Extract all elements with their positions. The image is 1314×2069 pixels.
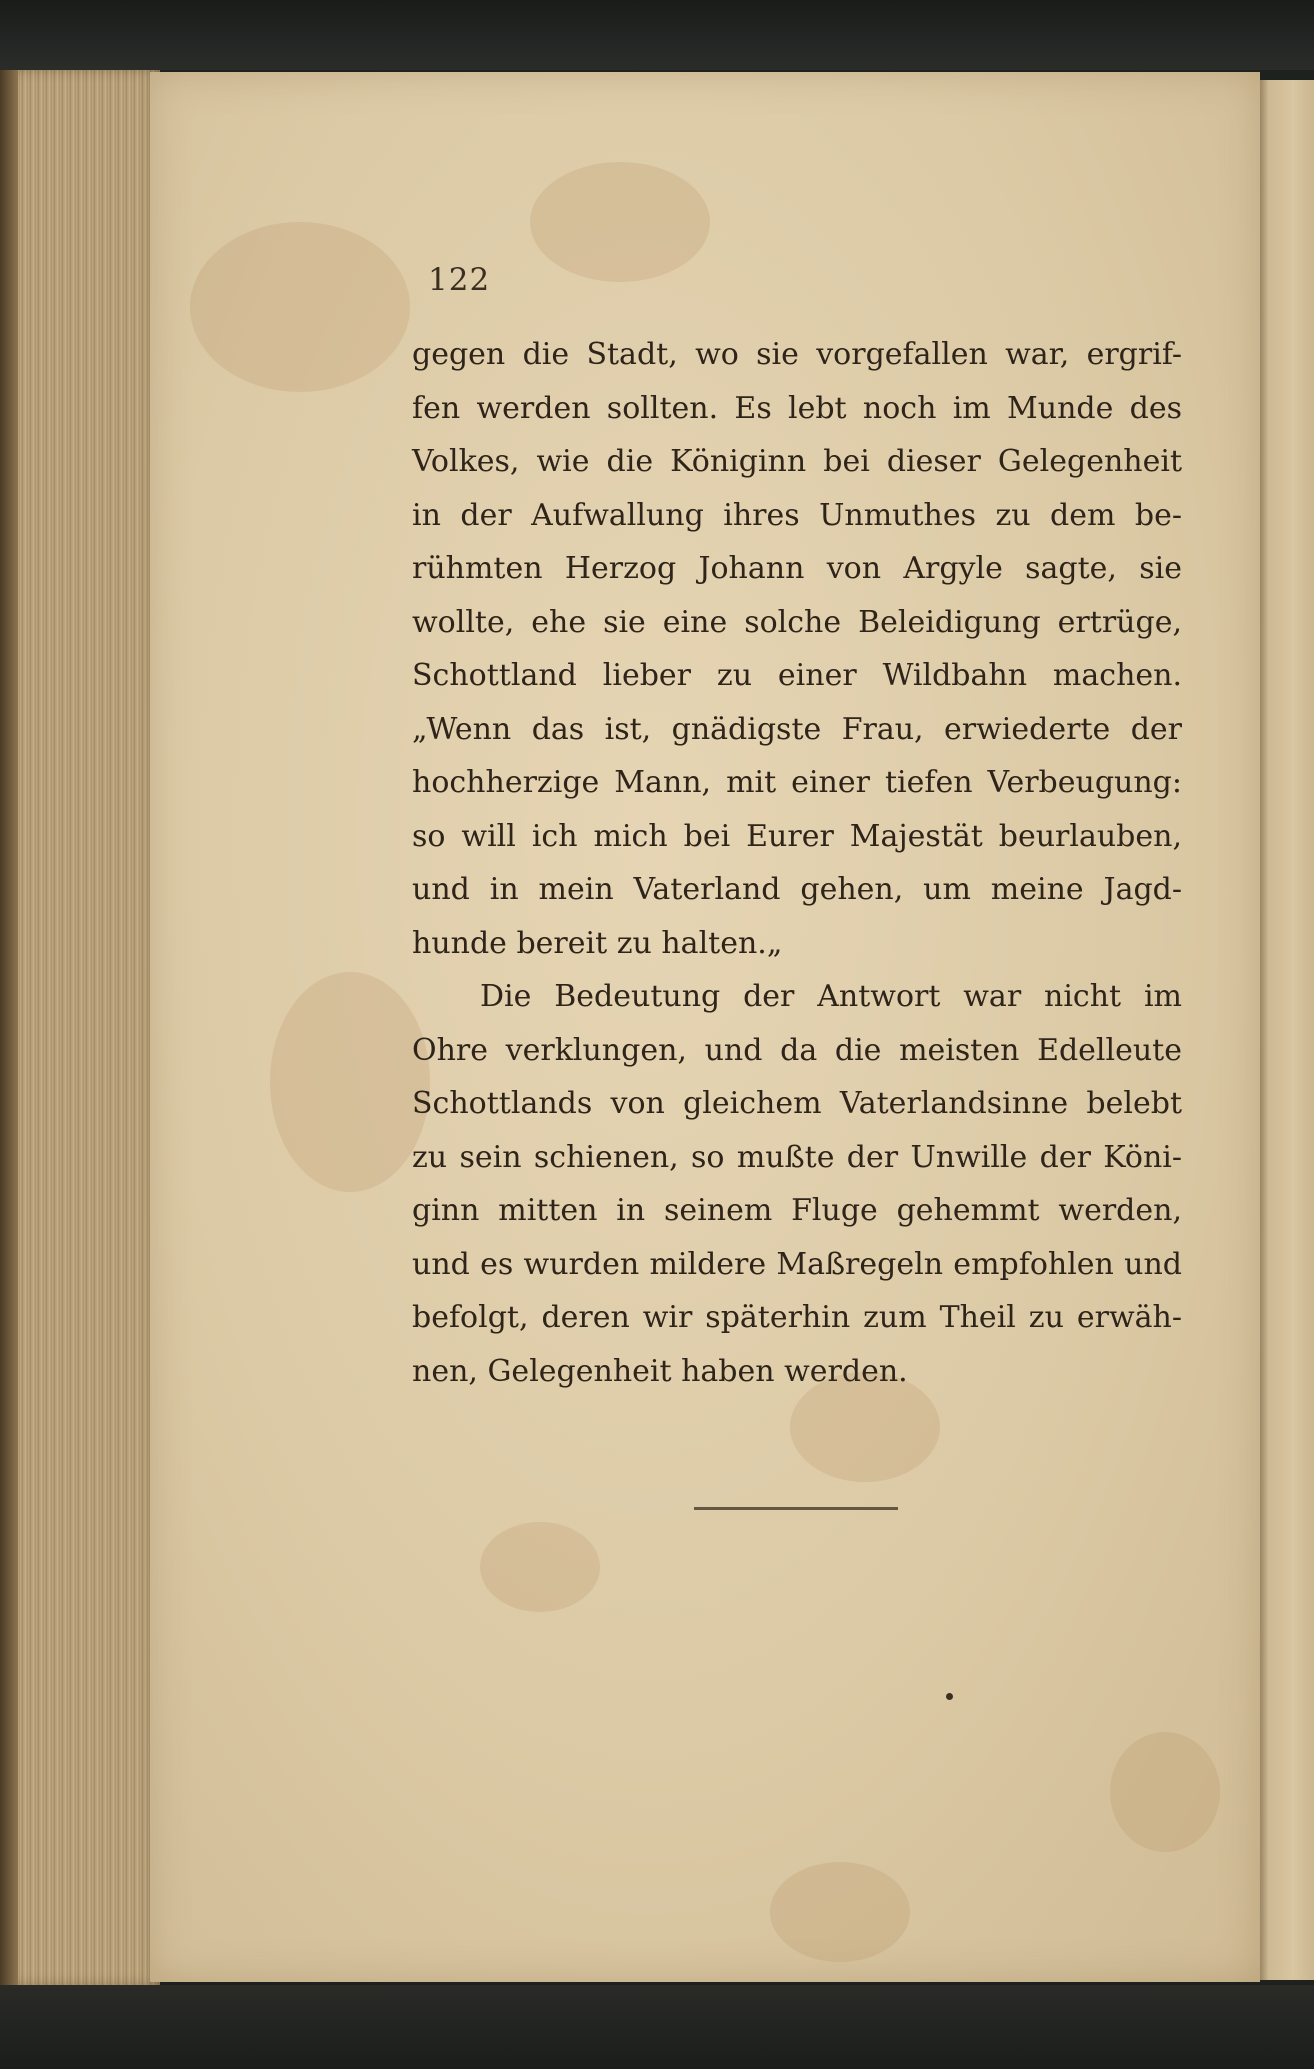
foxing-stain xyxy=(770,1862,910,1962)
text-line: Die Bedeutung der Antwort war nicht im xyxy=(480,979,1182,1014)
text-line: hochherzige Mann, mit einer tiefen Verbeugung: xyxy=(412,765,1182,800)
body-text xyxy=(412,328,1182,1398)
page-number: 122 xyxy=(428,262,491,298)
foxing-stain xyxy=(190,222,410,392)
text-line: und es wurden mildere Maßregeln empfohlen und xyxy=(412,1246,1182,1282)
text-line: gegen die Stadt, wo sie vorgefallen war, ergrif- xyxy=(412,337,1182,372)
text-line: so will ich mich bei Eurer Majestät beurlauben, xyxy=(412,818,1182,854)
text-line: zu sein schienen, so mußte der Unwille der Köni- xyxy=(412,1139,1182,1175)
text-line: wollte, ehe sie eine solche Beleidigung ertrüge, xyxy=(412,604,1182,640)
text-line: Schottlands von gleichem Vaterlandsinne belebt xyxy=(412,1086,1182,1121)
ink-speck xyxy=(946,1693,953,1700)
foxing-stain xyxy=(270,972,430,1192)
text-line: in der Aufwallung ihres Unmuthes zu dem be- xyxy=(412,497,1182,533)
text-line: fen werden sollten. Es lebt noch im Munde des xyxy=(412,390,1182,426)
binding-top xyxy=(0,0,1314,70)
text-line: Ohre verklungen, und da die meisten Edelleute xyxy=(412,1032,1182,1068)
section-end-rule xyxy=(694,1507,898,1510)
binding-bottom xyxy=(0,1985,1314,2069)
foxing-stain xyxy=(1110,1732,1220,1852)
foxing-stain xyxy=(530,162,710,282)
text-line: „Wenn das ist, gnädigste Frau, erwiederte der xyxy=(412,711,1182,747)
foxing-stain xyxy=(480,1522,600,1612)
text-line: hunde bereit zu halten.„ xyxy=(412,925,783,961)
text-line: rühmten Herzog Johann von Argyle sagte, sie xyxy=(412,551,1182,586)
facing-page-edge xyxy=(1255,80,1314,1980)
text-line: nen, Gelegenheit haben werden. xyxy=(412,1353,908,1389)
text-line: befolgt, deren wir späterhin zum Theil zu erwäh- xyxy=(412,1300,1182,1335)
text-line: ginn mitten in seinem Fluge gehemmt werden, xyxy=(412,1193,1182,1228)
text-line: Schottland lieber zu einer Wildbahn machen. xyxy=(412,658,1182,693)
text-line: und in mein Vaterland gehen, um meine Jagd- xyxy=(412,872,1182,907)
text-line: Volkes, wie die Königinn bei dieser Gelegenheit xyxy=(412,444,1182,479)
page-edges-stack xyxy=(0,70,160,1985)
